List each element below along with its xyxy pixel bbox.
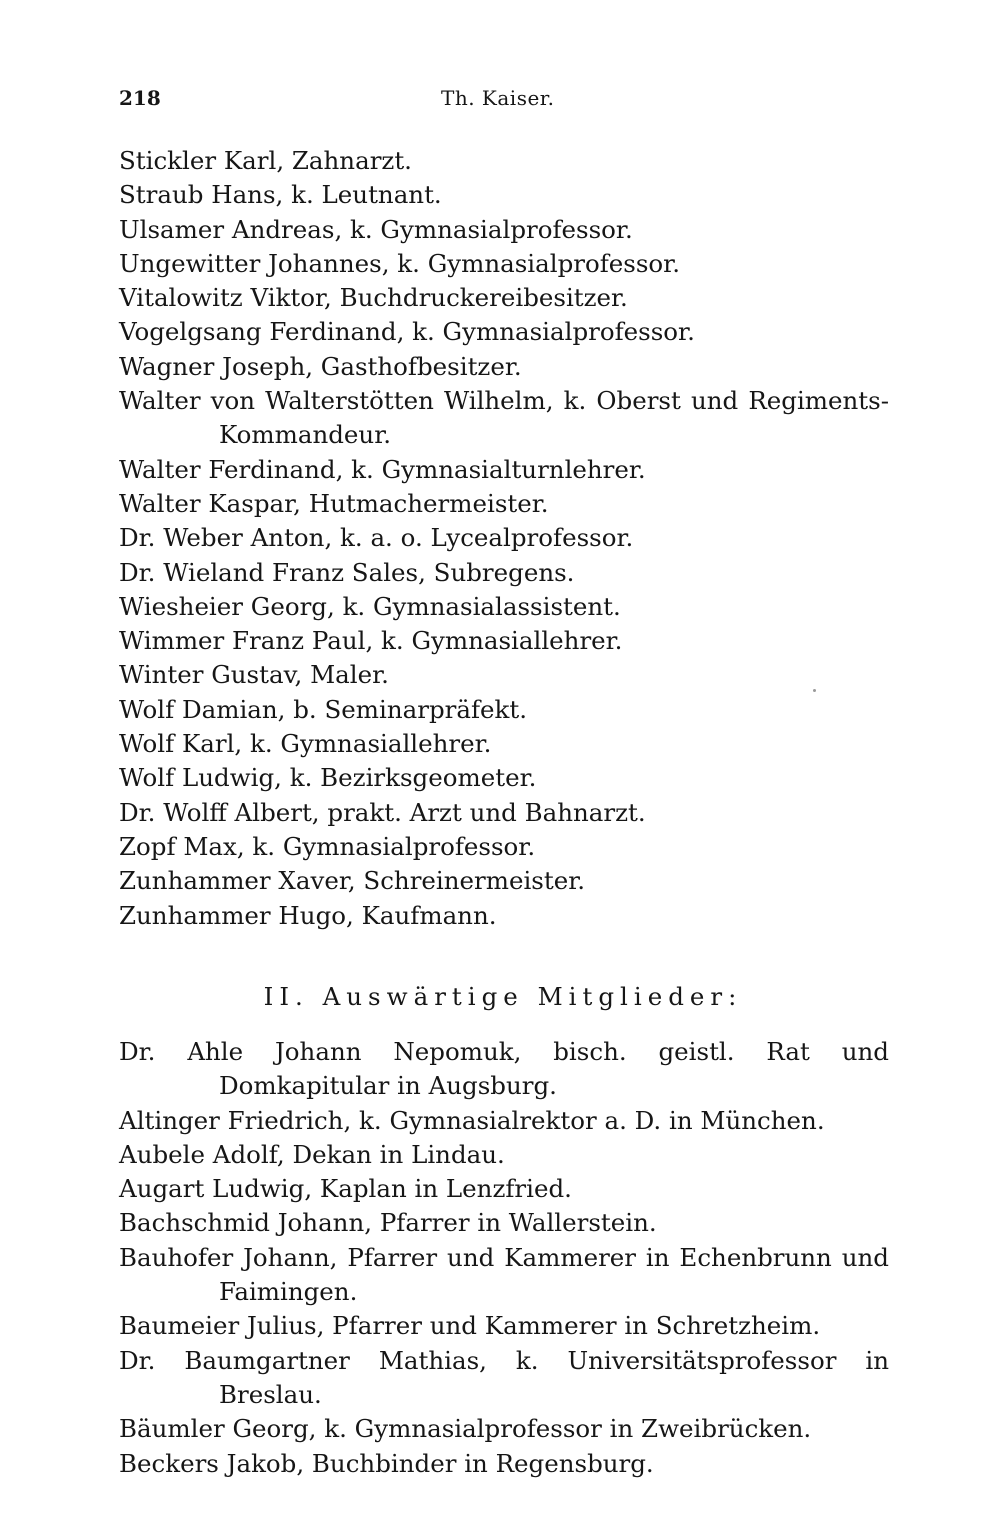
member-entry: Bauhofer Johann, Pfarrer und Kammerer in Echenbrunn und Faimingen. xyxy=(119,1242,889,1307)
member-entry: Dr. Wolff Albert, prakt. Arzt und Bahnarzt. xyxy=(119,797,646,827)
member-entry: Ulsamer Andreas, k. Gymnasialprofessor. xyxy=(119,214,633,244)
member-entry: Zunhammer Hugo, Kaufmann. xyxy=(119,900,497,930)
external-members-list xyxy=(119,1035,889,1481)
print-speck xyxy=(813,689,816,692)
member-entry: Baumeier Julius, Pfarrer und Kammerer in Schretzheim. xyxy=(119,1311,821,1341)
member-entry: Beckers Jakob, Buchbinder in Regensburg. xyxy=(119,1448,654,1478)
member-entry: Winter Gustav, Maler. xyxy=(119,660,389,690)
member-entry: Vogelgsang Ferdinand, k. Gymnasialprofessor. xyxy=(119,317,695,347)
member-entry: Wagner Joseph, Gasthofbesitzer. xyxy=(119,351,522,381)
member-entry: Wolf Damian, b. Seminarpräfekt. xyxy=(119,694,527,724)
member-entry: Dr. Ahle Johann Nepomuk, bisch. geistl. Rat und Domkapitular in Augsburg. xyxy=(119,1037,889,1101)
page-header xyxy=(119,86,889,116)
member-entry: Stickler Karl, Zahnarzt. xyxy=(119,146,412,175)
page-number: 218 xyxy=(119,86,161,110)
member-entry: Walter von Walterstötten Wilhelm, k. Oberst und Regiments-Kommandeur. xyxy=(119,386,889,450)
member-entry: Dr. Baumgartner Mathias, k. Universitätsprofessor in Breslau. xyxy=(119,1345,889,1409)
member-entry: Zopf Max, k. Gymnasialprofessor. xyxy=(119,831,536,861)
member-entry: Dr. Wieland Franz Sales, Subregens. xyxy=(119,557,575,587)
member-entry: Wiesheier Georg, k. Gymnasialassistent. xyxy=(119,591,621,621)
member-entry: Walter Kaspar, Hutmachermeister. xyxy=(119,488,549,518)
local-members-list xyxy=(119,144,889,933)
member-entry: Wolf Ludwig, k. Bezirksgeometer. xyxy=(119,763,537,793)
section-heading: II. Auswärtige Mitglieder: xyxy=(263,982,743,1011)
member-entry: Ungewitter Johannes, k. Gymnasialprofessor. xyxy=(119,248,680,278)
member-entry: Vitalowitz Viktor, Buchdruckereibesitzer. xyxy=(119,283,628,313)
member-entry: Zunhammer Xaver, Schreinermeister. xyxy=(119,866,586,896)
member-entry: Straub Hans, k. Leutnant. xyxy=(119,180,442,210)
member-entry: Bäumler Georg, k. Gymnasialprofessor in Zweibrücken. xyxy=(119,1414,812,1444)
member-entry: Dr. Weber Anton, k. a. o. Lycealprofessor. xyxy=(119,523,634,553)
member-entry: Bachschmid Johann, Pfarrer in Wallerstein. xyxy=(119,1208,657,1238)
member-entry: Augart Ludwig, Kaplan in Lenzfried. xyxy=(119,1174,572,1204)
member-entry: Altinger Friedrich, k. Gymnasialrektor a. D. in München. xyxy=(119,1105,825,1135)
member-entry: Walter Ferdinand, k. Gymnasialturnlehrer. xyxy=(119,454,646,484)
member-entry: Wimmer Franz Paul, k. Gymnasiallehrer. xyxy=(119,626,623,656)
member-entry: Aubele Adolf, Dekan in Lindau. xyxy=(119,1139,505,1169)
member-entry: Wolf Karl, k. Gymnasiallehrer. xyxy=(119,729,492,759)
running-head: Th. Kaiser. xyxy=(441,86,555,110)
